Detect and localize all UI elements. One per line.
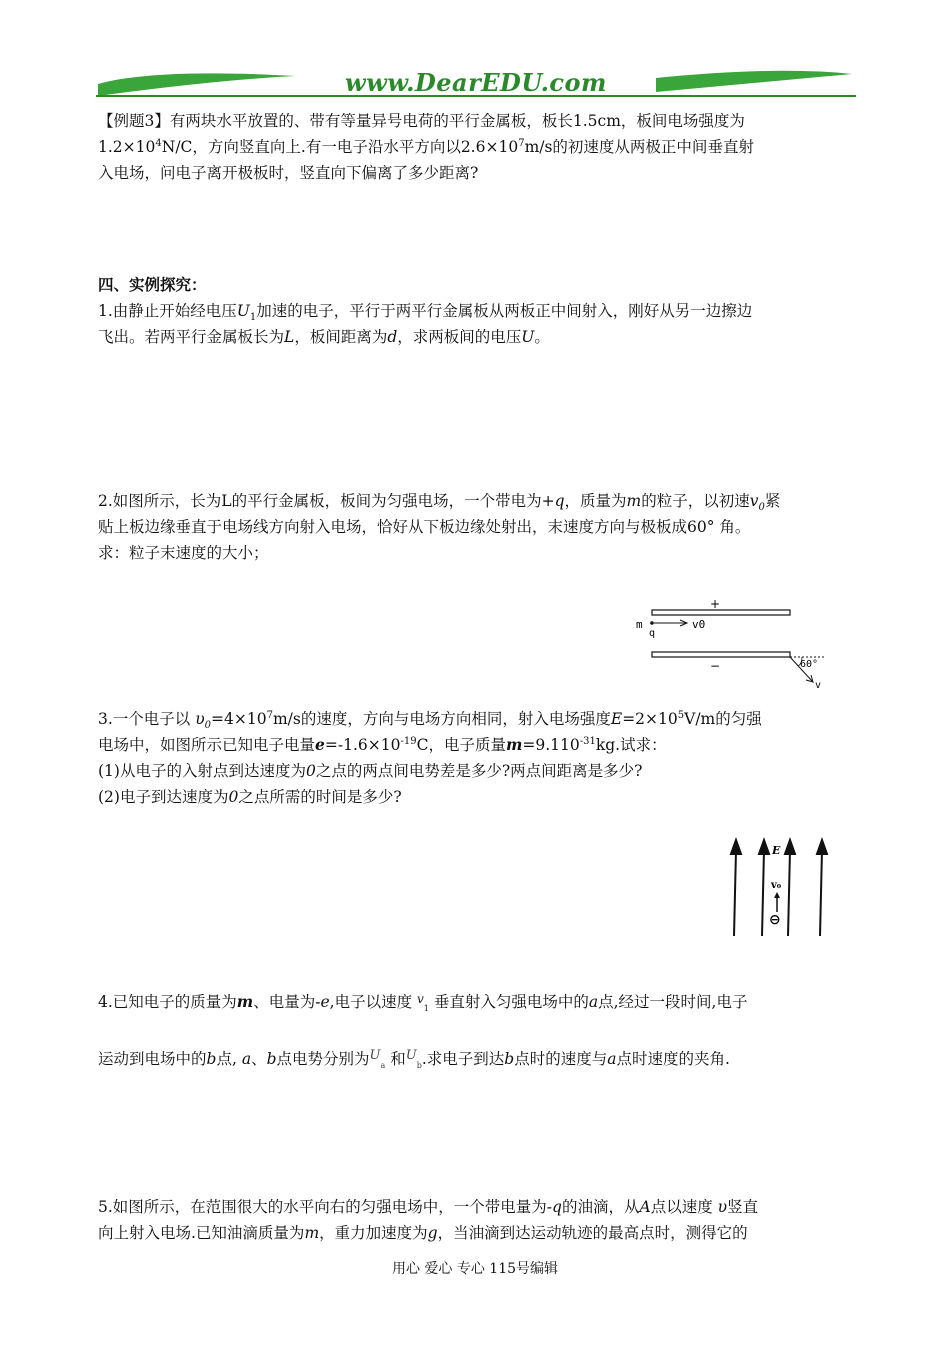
charge-label: q <box>649 628 656 639</box>
question-5-line-2: 向上射入电场.已知油滴质量为m，重力加速度为g，当油滴到达运动轨迹的最高点时，测得它的 <box>98 1224 748 1242</box>
question-2-line-3: 求：粒子末速度的大小； <box>98 544 269 562</box>
question-3-line-4: (2)电子到达速度为0之点所需的时间是多少? <box>98 788 402 806</box>
v-label: v <box>815 680 822 691</box>
electron-symbol: ⊖ <box>769 912 781 928</box>
angle-label: 60° <box>800 659 819 670</box>
example-3 <box>98 108 856 186</box>
question-5 <box>98 1194 856 1246</box>
question-1 <box>98 298 856 350</box>
parallel-plates-figure <box>630 596 830 692</box>
question-3 <box>98 706 856 810</box>
question-2-line-2: 贴上板边缘垂直于电场线方向射入电场，恰好从下板边缘处射出，末速度方向与极板成60° 角。 <box>98 518 751 536</box>
question-2-line-1: 2.如图所示，长为L的平行金属板，板间为匀强电场，一个带电为+q，质量为m的粒子，以初速$v_0$紧 <box>98 492 781 514</box>
particle-dot <box>650 621 654 625</box>
v0-label: v0 <box>692 618 706 631</box>
example-3-line-1: 【例题3】有两块水平放置的、带有等量异号电荷的平行金属板，板长1.5cm，板间电场强度为 <box>98 112 745 130</box>
question-5-line-1: 5.如图所示，在范围很大的水平向右的匀强电场中，一个带电量为-q的油滴，从A点以速度 υ竖直 <box>98 1198 759 1216</box>
question-3-line-2: 电场中，如图所示已知电子电量$e=-1.6\times 10^{-19}C$，电子质量$m=9.110^{-31}kg$.试求： <box>98 735 667 754</box>
site-logo[interactable]: www.DearEDU.com <box>345 68 607 97</box>
example-3-line-2: $1.2\times 10^4N/C$，方向竖直向上.有一电子沿水平方向以$2.6\times 10^7m/s$的初速度从两极正中间垂直射 <box>98 137 754 156</box>
question-4-line-2: 运动到电场中的b点, a、b点电势分别为$^U_a$ 和$^U_b$.求电子到达b点时的速度与a点时速度的夹角. <box>98 1048 730 1071</box>
plus-sign: + <box>710 597 721 611</box>
electron-velocity-arrowhead <box>774 892 780 898</box>
lower-plate <box>652 652 790 657</box>
field-label-E: E <box>772 844 781 857</box>
question-3-line-1: 3.一个电子以 $\upsilon_0=4\times 10^7m/s$的速度，方向与电场方向相同，射入电场强度$E=2\times 10^5V/m$的匀强 <box>98 709 762 732</box>
site-header <box>96 66 856 106</box>
v0-label: v₀ <box>771 880 782 891</box>
question-4-line-1: 4.已知电子的质量为m、电量为-e,电子以速度 $^v_1$ 垂直射入匀强电场中的a点,经过一段时间,电子 <box>98 992 748 1014</box>
question-2 <box>98 488 856 566</box>
minus-sign: − <box>710 659 721 673</box>
question-4 <box>98 986 856 1072</box>
section-title: 四、实例探究： <box>98 275 207 294</box>
question-1-line-1: 1.由静止开始经电压$U_1$加速的电子，平行于两平行金属板从两板正中间射入，刚好从另一边擦边 <box>98 302 753 324</box>
electric-field-figure <box>722 836 834 940</box>
upper-plate <box>652 610 790 615</box>
mass-label: m <box>636 618 643 631</box>
question-3-line-3: (1)从电子的入射点到达速度为0之点的两点间电势差是多少?两点间距离是多少? <box>98 762 643 780</box>
example-3-line-3: 入电场，问电子离开极板时，竖直向下偏离了多少距离? <box>98 164 479 182</box>
page-footer: 用心 爱心 专心 115号编辑 <box>391 1261 559 1277</box>
question-1-line-2: 飞出。若两平行金属板长为L，板间距离为d，求两板间的电压U。 <box>98 328 550 346</box>
